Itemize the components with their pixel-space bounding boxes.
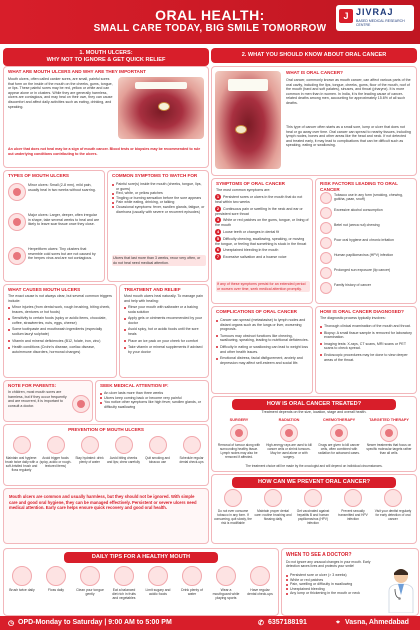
tip-label: Brush twice daily bbox=[9, 588, 35, 592]
page-title: ORAL HEALTH: bbox=[155, 7, 265, 23]
parents-note-text: In children, most mouth sores are harmless, but if they occur frequently and are recurrent, it is important to consult a doctor. bbox=[8, 390, 67, 408]
section-title: PREVENTION OF MOUTH ULCERS bbox=[68, 427, 144, 432]
treatment-chemotherapy bbox=[316, 417, 362, 455]
section-title: COMMON SYMPTOMS TO WATCH FOR bbox=[112, 173, 198, 178]
symptom-text: Difficulty chewing, swallowing, speaking, or moving the tongue, or feeling that something is stuck in the throat bbox=[215, 236, 307, 246]
no-spicy-food-icon bbox=[47, 436, 65, 454]
mouthguard-icon bbox=[216, 566, 236, 586]
list-item bbox=[318, 221, 414, 236]
treatment-section bbox=[119, 284, 209, 378]
iv-drip-icon bbox=[330, 424, 348, 442]
tip-item bbox=[110, 566, 138, 601]
tobacco-icon bbox=[320, 192, 332, 204]
list-item: Cancer can spread (metastasise) to lymph nodes and distant organs such as the lungs or liver, worsening prognosis. bbox=[215, 318, 309, 332]
teeth-shape bbox=[228, 79, 268, 91]
causes-intro: The exact cause is not always clear, but several common triggers include: bbox=[8, 294, 112, 303]
prevention-label: Do not ever consume tobacco in any form. If consuming, quit slowly, the risk is modifiable bbox=[214, 509, 252, 525]
list-item: Tingling or burning sensation before the sore appears bbox=[111, 196, 205, 201]
treatment-name: SURGERY bbox=[229, 418, 249, 422]
doctor-intro: Do not ignore any unusual changes in your mouth. Early detection saves lives and protects your smile! bbox=[286, 560, 371, 569]
treatment-list bbox=[123, 305, 205, 354]
number-badge: 4 bbox=[216, 228, 220, 234]
diagnosis-section bbox=[315, 306, 417, 394]
list-item: An ulcer lasts more than three weeks bbox=[99, 391, 203, 396]
diagnosis-intro: The diagnostic process typically involves: bbox=[320, 316, 386, 320]
family-icon bbox=[320, 282, 332, 294]
list-item bbox=[318, 266, 414, 281]
prevention-ulcers-section bbox=[3, 424, 209, 486]
list-item: Vitamin and mineral deficiencies (B12, folate, iron, zinc) bbox=[7, 339, 113, 344]
list-item: Place an ice pack on your cheek for comfort bbox=[123, 339, 205, 344]
list-item bbox=[215, 236, 309, 247]
water-bottle-icon bbox=[182, 566, 202, 586]
risk-label: Human papillomavirus (HPV) infection bbox=[334, 253, 394, 257]
section-title: SYMPTOMS OF ORAL CANCER bbox=[216, 181, 285, 186]
section-title: TREATMENT AND RELIEF bbox=[124, 287, 181, 292]
list-item: Health conditions (Crohn's disease, coeliac disease, autoimmune disorders, hormonal changes) bbox=[7, 345, 113, 354]
tooth-care-icon bbox=[264, 489, 282, 507]
seek-list bbox=[99, 391, 203, 409]
lips-icon bbox=[115, 436, 133, 454]
treatment-note: The treatment choice will be made by the oncologist and will depend on individual circumstances. bbox=[245, 464, 383, 468]
list-item bbox=[318, 191, 414, 206]
list-item: Painful sore(s) inside the mouth (cheeks, tongue, lips, or gums) bbox=[111, 182, 205, 191]
list-item: White or red patches bbox=[285, 578, 385, 583]
tip-item bbox=[76, 566, 104, 596]
prevention-item bbox=[39, 436, 72, 468]
list-item: Avoid spicy, hot or acidic foods until the sore heals bbox=[123, 327, 205, 336]
list-item: Any lump or thickening in the mouth or neck bbox=[285, 591, 385, 596]
vaccine-icon bbox=[304, 489, 322, 507]
tongue-icon bbox=[80, 566, 100, 586]
tip-item bbox=[42, 566, 70, 592]
section-title: RISK FACTORS LEADING TO ORAL CANCER bbox=[320, 181, 398, 192]
list-item: Imaging tests: X-rays, CT scans, MRI scans or PET scans to check spread. bbox=[319, 342, 413, 351]
list-item bbox=[8, 247, 100, 277]
number-badge: 6 bbox=[216, 247, 220, 253]
list-item bbox=[318, 251, 414, 266]
symptoms-intro: The most common symptoms are: bbox=[216, 188, 271, 192]
list-item: Minor injuries (from dental work, rough brushing, biting cheek, braces, dentures or hot foods) bbox=[7, 305, 113, 314]
betel-nut-icon bbox=[320, 222, 332, 234]
dentist-icon bbox=[384, 489, 402, 507]
no-tobacco-icon bbox=[224, 489, 242, 507]
list-item bbox=[8, 213, 100, 247]
prevention-item bbox=[334, 489, 372, 521]
list-item: Persistent sore or ulcer (> 3 weeks) bbox=[285, 573, 385, 578]
closing-text: Mouth ulcers are common and usually harmless, but they should not be ignored. With simple care and good oral hygiene, they can be managed effectively. Persistent or severe ulcers need medical attention. Early care helps ensure quick recovery and good oral health. bbox=[9, 494, 197, 511]
fruit-bowl-icon bbox=[114, 566, 134, 586]
doctor-list bbox=[285, 573, 385, 596]
section-title: COMPLICATIONS OF ORAL CANCER bbox=[216, 309, 297, 314]
prevention-item bbox=[175, 436, 208, 464]
toothbrush-icon bbox=[12, 566, 32, 586]
risk-label: Betel nut (areca nut) chewing bbox=[334, 223, 380, 227]
floss-icon bbox=[46, 566, 66, 586]
types-of-ulcers-section bbox=[3, 170, 105, 282]
logo-tagline: BASED MEDICAL RESEARCH CENTRE bbox=[356, 19, 405, 27]
list-item bbox=[215, 229, 309, 235]
tip-item bbox=[8, 566, 36, 592]
treatment-text: High-energy rays are used to kill cancer cells or shrink tumours. May be used alone or with surgery. bbox=[266, 443, 312, 459]
ulcer-warning-note: An ulcer that does not heal may be a sign of mouth cancer. Blood tests or biopsies may be recommended to rule out underlying conditions contributing to the ulcers. bbox=[8, 147, 201, 156]
list-item: Ulcers keep coming back or become very painful bbox=[99, 396, 203, 401]
shield-icon bbox=[344, 489, 362, 507]
treatment-surgery bbox=[216, 417, 262, 459]
minor-ulcer-icon bbox=[8, 183, 26, 201]
no-sugar-icon bbox=[148, 566, 168, 586]
oral-cancer-column bbox=[211, 48, 417, 544]
clock-icon: ◷ bbox=[8, 620, 15, 627]
prevention-item bbox=[141, 436, 174, 464]
lesion-spot-icon bbox=[235, 125, 247, 134]
list-item: Difficulty in eating or swallowing can lead to weight loss and other health issues. bbox=[215, 345, 309, 354]
prevention-label: Stay hydrated: drink plenty of water bbox=[75, 456, 104, 464]
list-item: Apply gels or ointments recommended by your doctor bbox=[123, 316, 205, 325]
tip-label: Clean your tongue gently bbox=[76, 588, 104, 597]
prevention-label: Visit your dentist regularly for early detection of oral cancer bbox=[374, 509, 412, 521]
see-doctor-section bbox=[281, 548, 419, 616]
section-title: HOW IS ORAL CANCER DIAGNOSED? bbox=[320, 309, 404, 314]
list-item bbox=[215, 247, 309, 253]
list-item: Thorough clinical examination of the mouth and throat. bbox=[319, 324, 413, 329]
footer-bar bbox=[0, 616, 420, 630]
number-badge: 5 bbox=[216, 235, 220, 241]
symptom-text: White or red patches on the gums, tongue, or lining of the mouth bbox=[215, 218, 309, 228]
prevention-label: Avoid biting cheeks and lips; chew carefully bbox=[107, 456, 140, 464]
list-item: Unexplained bleeding bbox=[285, 587, 385, 592]
risk-list bbox=[318, 191, 414, 296]
tip-item bbox=[144, 566, 172, 596]
child-icon bbox=[72, 395, 90, 413]
dentist-icon bbox=[183, 436, 201, 454]
section-title: NOTE FOR PARENTS: bbox=[8, 383, 57, 388]
section-text: Oral cancer, commonly known as mouth cancer, can affect various parts of the oral cavity, including the lips, tongue, cheeks, gums, floor of the mouth, roof of the mouth (hard and soft palates), sinuses, and throat (pharynx). It is more common in men than in women. In India, it is the leading cause of cancer-related deaths among men, accounting for approximately 15.6% of all such deaths. bbox=[286, 78, 411, 105]
prevention-item bbox=[5, 436, 38, 472]
section-text: Mouth ulcers, often called canker sores, are small, painful sores that form on the inside of the mouth on the cheeks, gums, tongue, or lips. These painful sores may be red, yellow or white and can appear alone or in clusters. While they are generally harmless, ulcers are contagious, and may heal on their own, they can cause discomfort and affect daily activities such as eating, drinking, and speaking. bbox=[8, 77, 113, 109]
prevention-item bbox=[73, 436, 106, 464]
type-text: Minor ulcers: Small (2-8 mm), mild pain, usually heal in two weeks without scarring. bbox=[28, 183, 96, 192]
prevention-item bbox=[374, 489, 412, 521]
symptom-text: Persistent sores or ulcers in the mouth that do not heal within two weeks bbox=[215, 194, 303, 204]
list-item bbox=[318, 236, 414, 251]
tip-label: Eat a balanced diet rich in fruits and vegetables bbox=[112, 588, 136, 601]
list-item: Rinse your mouth with saltwater or a baking soda solution bbox=[123, 305, 205, 314]
list-item bbox=[318, 206, 414, 221]
oral-cancer-symptoms-section bbox=[211, 178, 313, 304]
list-item bbox=[215, 194, 309, 205]
treatment-intro: Treatment depends on the size, location, stage and overall health. bbox=[261, 410, 367, 414]
section-title: SEEK MEDICAL ATTENTION IF: bbox=[100, 383, 169, 388]
tip-item bbox=[212, 566, 240, 601]
section-banner-mouth-ulcers bbox=[3, 48, 209, 66]
list-item: Endoscopic procedures may be done to view deeper areas of the throat. bbox=[319, 353, 413, 362]
water-glass-icon bbox=[81, 436, 99, 454]
mouth-ulcer-photo bbox=[118, 77, 204, 139]
target-icon bbox=[380, 424, 398, 442]
list-item: Emotional distress, facial disfigurement, anxiety and depression may affect self-esteem and social life. bbox=[215, 356, 309, 365]
symptoms-section bbox=[107, 170, 209, 282]
cancer-symptoms-list bbox=[215, 194, 309, 260]
prevention-label: Prevent sexually transmitted and HPV infection bbox=[338, 509, 368, 521]
ulcers-closing-section bbox=[3, 488, 209, 544]
prevention-item bbox=[107, 436, 140, 464]
list-item: Biopsy: A small tissue sample is removed for laboratory examination. bbox=[319, 331, 413, 340]
section-title: WHAT CAUSES MOUTH ULCERS bbox=[8, 287, 81, 292]
treatment-text: Removal of tumour along with surrounding healthy tissue. Lymph nodes may also be removed if affected. bbox=[217, 443, 261, 459]
list-item: Red, white, or yellow patches bbox=[111, 191, 205, 196]
causes-list bbox=[7, 305, 113, 354]
complications-list bbox=[215, 318, 309, 365]
number-badge: 3 bbox=[216, 217, 220, 223]
risk-factors-section bbox=[315, 178, 417, 304]
risk-label: Poor oral hygiene and chronic irritation bbox=[334, 238, 394, 242]
toothbrush-icon bbox=[13, 436, 31, 454]
list-item bbox=[215, 217, 309, 228]
symptoms-list bbox=[111, 182, 205, 214]
prevention-item bbox=[294, 489, 332, 525]
list-item: Occasional symptoms: fever, swollen glands, fatigue, or diarrhoea (usually with severe or recurrent episodes) bbox=[111, 205, 205, 214]
opd-hours: OPD-Monday to Saturday | 9:00 AM to 5:00 PM bbox=[18, 619, 172, 626]
seek-medical-section bbox=[95, 380, 209, 422]
prevention-item bbox=[254, 489, 292, 521]
treatment-radiation bbox=[266, 417, 312, 459]
treatment-oral-cancer-section bbox=[211, 396, 417, 472]
treatment-name: CHEMOTHERAPY bbox=[322, 418, 356, 422]
poor-hygiene-icon bbox=[320, 237, 332, 249]
virus-icon bbox=[320, 252, 332, 264]
symptom-text: Excessive salivation and a hoarse voice bbox=[223, 255, 287, 260]
treatment-name: TARGETED THERAPY bbox=[369, 418, 409, 422]
type-text: Major ulcers: Larger, deeper, often irregular in shape, take several weeks to heal and are likely to leave scar tissue once they close. bbox=[28, 213, 100, 227]
number-badge: 1 bbox=[216, 194, 220, 199]
list-item: Sensitivity to certain foods (spicy or acidic items, chocolate, coffee, strawberries, nuts, eggs, cheese) bbox=[7, 316, 113, 325]
alcohol-icon bbox=[320, 207, 332, 219]
list-item bbox=[8, 183, 100, 213]
list-item: Take vitamin or mineral supplements if advised by your doctor bbox=[123, 345, 205, 354]
sun-icon bbox=[320, 267, 332, 279]
types-list bbox=[8, 183, 100, 277]
section-title: WHEN TO SEE A DOCTOR? bbox=[286, 552, 352, 558]
list-item: Tumours may obstruct functions like chewing, swallowing, speaking, leading to nutritional deficiencies. bbox=[215, 334, 309, 343]
section-title: WHAT ARE MOUTH ULCERS AND WHY ARE THEY IMPORTANT bbox=[8, 69, 146, 74]
oral-cancer-photo bbox=[215, 71, 281, 169]
tips-banner: DAILY TIPS FOR A HEALTHY MOUTH bbox=[64, 552, 218, 563]
section-banner-oral-cancer: 2. WHAT YOU SHOULD KNOW ABOUT ORAL CANCER bbox=[211, 48, 417, 63]
section-text: This type of cancer often starts as a small sore, lump or ulcer that does not heal or go away over time. Oral cancer can spread to nearby tissues, including lymph nodes, bones and other areas like the head and neck. If not detected and treated early, it may lead to complications that can be difficult such as speaking, eating or swallowing. bbox=[286, 125, 411, 148]
page-subtitle: SMALL CARE TODAY, BIG SMILE TOMORROW bbox=[93, 23, 327, 34]
ulcer-spot-icon bbox=[158, 102, 170, 111]
prevention-banner: HOW CAN WE PREVENT ORAL CANCER? bbox=[232, 477, 396, 488]
type-text: Herpetiform ulcers: Tiny clusters that resemble cold sores but are not caused by the herpes virus and are not contagious. bbox=[28, 247, 96, 261]
what-are-ulcers-section bbox=[3, 66, 209, 168]
radiation-icon bbox=[280, 424, 298, 442]
prevention-label: Quit smoking and tobacco use bbox=[145, 456, 170, 464]
tip-label: Floss daily bbox=[47, 588, 65, 592]
what-is-oral-cancer-section bbox=[211, 66, 417, 176]
banner-line-2: WHY NOT TO IGNORE & GET QUICK RELIEF bbox=[46, 57, 166, 63]
risk-label: Excessive alcohol consumption bbox=[334, 208, 383, 212]
banner-line-1: 1. MOUTH ULCERS: bbox=[79, 50, 133, 56]
tip-label: Wear a mouthguard while playing sports bbox=[212, 588, 240, 601]
logo-mark-icon: J bbox=[339, 9, 353, 23]
risk-label: Family history of cancer bbox=[334, 283, 371, 287]
treatment-targeted bbox=[366, 417, 412, 455]
header-banner bbox=[0, 0, 420, 44]
prevention-label: Maintain oral hygiene: brush twice daily with a soft-bristled brush and floss regularly bbox=[5, 456, 38, 472]
tip-item bbox=[178, 566, 206, 596]
list-item: Pain while eating, drinking, or talking bbox=[111, 200, 205, 205]
daily-tips-section bbox=[3, 548, 279, 616]
number-badge: 7 bbox=[216, 254, 220, 260]
jivraj-logo bbox=[336, 5, 414, 31]
list-item: Some toothpaste and mouthwash ingredients (especially sodium lauryl sulphate) bbox=[7, 327, 113, 336]
prevention-label: Schedule regular dental check-ups bbox=[179, 456, 204, 464]
dental-chair-icon bbox=[250, 566, 270, 586]
tip-label: Drink plenty of water bbox=[181, 588, 203, 597]
phone-number[interactable]: 6357188191 bbox=[268, 619, 307, 626]
treatment-intro: Most mouth ulcers heal naturally. To manage pain and help with healing: bbox=[124, 294, 203, 303]
causes-section bbox=[3, 284, 117, 378]
tip-label: Limit sugary and acidic foods bbox=[145, 588, 171, 597]
phone-icon: ✆ bbox=[258, 620, 264, 627]
prevention-label: Maintain proper dental care: routine brushing and flossing daily bbox=[254, 509, 292, 521]
location-text: Vasna, Ahmedabad bbox=[345, 619, 409, 626]
list-item: Pain, swelling or difficulty in swallowing bbox=[285, 582, 385, 587]
risk-label: Prolonged sun exposure (lip cancer) bbox=[334, 268, 391, 272]
herpetiform-ulcer-icon bbox=[8, 247, 26, 265]
prevention-item bbox=[214, 489, 252, 525]
teeth-shape bbox=[135, 82, 187, 89]
number-badge: 2 bbox=[216, 205, 220, 211]
note-for-parents-section bbox=[3, 380, 93, 422]
section-title: TYPES OF MOUTH ULCERS bbox=[8, 173, 69, 178]
symptom-text: Continuous pain or swelling in the neck and ear or persistent sore throat bbox=[215, 206, 303, 216]
list-item bbox=[318, 281, 414, 296]
logo-name: JIVRAJ bbox=[356, 7, 394, 17]
location-pin-icon: ⌖ bbox=[336, 619, 340, 626]
prevention-label: Get vaccinated against hepatitis B and human papillomavirus (HPV) infection bbox=[296, 509, 330, 525]
diagnosis-list bbox=[319, 324, 413, 362]
tip-item bbox=[246, 566, 274, 596]
treatment-text: Newer treatments that focus on specific molecular targets rather than all cells. bbox=[366, 443, 412, 455]
doctor-illustration-icon bbox=[386, 567, 416, 613]
list-item bbox=[215, 206, 309, 217]
risk-label: Tobacco use in any form (smoking, chewing, gutkha, paan, snuff) bbox=[334, 193, 403, 202]
complications-section bbox=[211, 306, 313, 394]
mouth-ulcers-column bbox=[3, 48, 209, 544]
section-title: WHAT IS ORAL CANCER? bbox=[286, 70, 343, 75]
list-item: You notice other symptoms like high fever, swollen glands, or difficulty swallowing bbox=[99, 400, 203, 409]
prevention-label: Avoid trigger foods (spicy, acidic or rough-textured items) bbox=[39, 456, 72, 468]
tip-label: Have regular dental check-ups bbox=[247, 588, 273, 597]
symptoms-warning-note: If any of these symptoms persist for an extended period or worsen over time, seek medical attention promptly. bbox=[216, 281, 310, 292]
symptoms-note: Ulcers that last more than 3 weeks, recur very often, or do not heal need medical attention. bbox=[112, 255, 206, 266]
treatment-banner: HOW IS ORAL CANCER TREATED? bbox=[232, 399, 396, 410]
prevent-oral-cancer-section bbox=[211, 474, 417, 544]
treatment-text: Drugs are given to kill cancer cells, often combined with radiation for advanced cases. bbox=[318, 443, 360, 455]
major-ulcer-icon bbox=[8, 213, 26, 231]
symptom-text: Loose teeth or changes in dental fit bbox=[223, 229, 279, 234]
no-smoking-icon bbox=[149, 436, 167, 454]
list-item bbox=[215, 254, 309, 260]
surgery-icon bbox=[230, 424, 248, 442]
treatment-name: RADIATION bbox=[278, 418, 300, 422]
symptom-text: Unexplained bleeding in the mouth bbox=[223, 248, 279, 253]
